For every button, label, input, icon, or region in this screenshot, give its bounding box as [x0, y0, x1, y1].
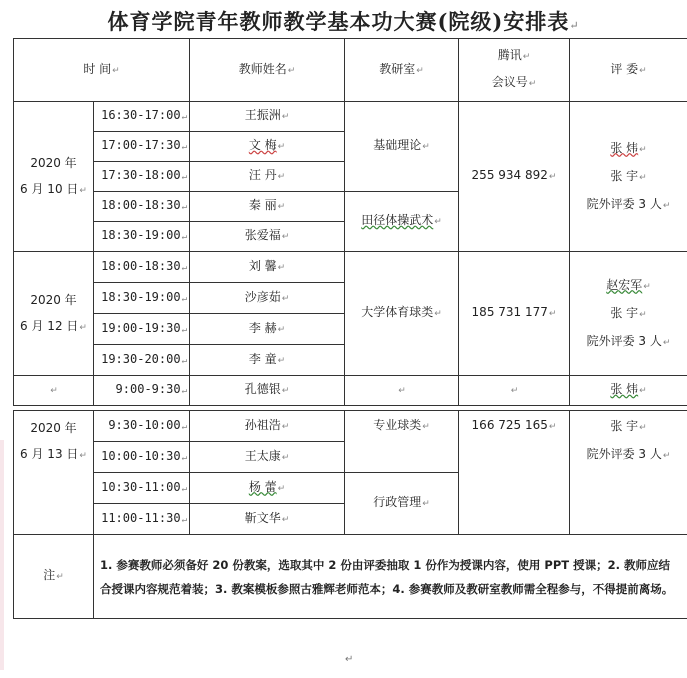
header-judges: 评 委↵	[570, 39, 687, 102]
header-time: 时 间↵	[14, 39, 190, 102]
time-slot: 17:30-18:00↵	[94, 162, 190, 192]
teacher-name: 张爱福↵	[190, 222, 345, 252]
teacher-name: 秦 丽↵	[190, 192, 345, 222]
header-office: 教研室↵	[345, 39, 459, 102]
time-slot: 9:30-10:00↵	[94, 411, 190, 442]
header-row	[14, 39, 687, 102]
teacher-name: 靳文华↵	[190, 504, 345, 535]
office-cell: 大学体育球类↵	[345, 252, 459, 376]
time-slot: 17:00-17:30↵	[94, 132, 190, 162]
teacher-name: 王太康↵	[190, 442, 345, 473]
note-text: 1. 参赛教师必须备好 20 份教案，选取其中 2 份由评委抽取 1 份作为授课内容，使用 PPT 授课；2. 教师应结合授课内容规范着装；3. 教案模板参照古雅辉老师范本；4. 参赛教师及教研室教师需全程参与，不得提前离场。	[94, 535, 687, 619]
time-slot: 18:30-19:00↵	[94, 283, 190, 314]
teacher-name: 李 童↵	[190, 345, 345, 376]
note-row	[14, 535, 687, 619]
judges-cell: 张 宇↵ 院外评委 3 人↵	[570, 411, 687, 535]
teacher-name: 汪 丹↵	[190, 162, 345, 192]
teacher-name: 王振洲↵	[190, 102, 345, 132]
office-cell: 行政管理↵	[345, 473, 459, 535]
time-slot: 11:00-11:30↵	[94, 504, 190, 535]
schedule-table	[13, 38, 687, 619]
page-title	[0, 6, 687, 36]
date-cell: 2020 年 6 月 13 日↵	[14, 411, 94, 535]
paragraph-mark: ↵	[345, 654, 354, 665]
meeting-id-cell: 185 731 177↵	[459, 252, 570, 376]
office-cell-empty: ↵	[345, 376, 459, 406]
scan-edge	[0, 440, 4, 670]
date-cell: 2020 年 6 月 12 日↵	[14, 252, 94, 376]
time-slot: 18:30-19:00↵	[94, 222, 190, 252]
teacher-name: 孙祖浩↵	[190, 411, 345, 442]
table-row	[14, 252, 687, 283]
office-cell: 专业球类↵	[345, 411, 459, 473]
teacher-name: 李 赫↵	[190, 314, 345, 345]
teacher-name: 孔德银↵	[190, 376, 345, 406]
office-cell: 田径体操武术↵	[345, 192, 459, 252]
teacher-name: 杨 蕾↵	[190, 473, 345, 504]
office-cell: 基础理论↵	[345, 102, 459, 192]
time-slot: 10:00-10:30↵	[94, 442, 190, 473]
header-teacher: 教师姓名↵	[190, 39, 345, 102]
teacher-name: 沙彦茹↵	[190, 283, 345, 314]
meeting-cell-empty: ↵	[459, 376, 570, 406]
header-meeting: 腾讯↵ 会议号↵	[459, 39, 570, 102]
time-slot: 16:30-17:00↵	[94, 102, 190, 132]
table-row	[14, 376, 687, 406]
time-slot: 18:00-18:30↵	[94, 192, 190, 222]
meeting-id-cell: 255 934 892↵	[459, 102, 570, 252]
judges-cell: 赵宏军↵ 张 宇↵ 院外评委 3 人↵	[570, 252, 687, 376]
time-slot: 19:00-19:30↵	[94, 314, 190, 345]
time-slot: 9:00-9:30↵	[94, 376, 190, 406]
meeting-id-cell: 166 725 165↵	[459, 411, 570, 535]
date-cell-empty: ↵	[14, 376, 94, 406]
date-cell: 2020 年 6 月 10 日↵	[14, 102, 94, 252]
note-label: 注↵	[14, 535, 94, 619]
title-text: 体育学院青年教师教学基本功大赛(院级)安排表	[107, 9, 570, 34]
teacher-name: 文 梅↵	[190, 132, 345, 162]
paragraph-mark: ↵	[569, 19, 580, 32]
teacher-name: 刘 馨↵	[190, 252, 345, 283]
judges-cell: 张 炜↵ 张 宇↵ 院外评委 3 人↵	[570, 102, 687, 252]
table-row	[14, 411, 687, 442]
judge-cell: 张 炜↵	[570, 376, 687, 406]
time-slot: 19:30-20:00↵	[94, 345, 190, 376]
time-slot: 10:30-11:00↵	[94, 473, 190, 504]
time-slot: 18:00-18:30↵	[94, 252, 190, 283]
table-row	[14, 102, 687, 132]
